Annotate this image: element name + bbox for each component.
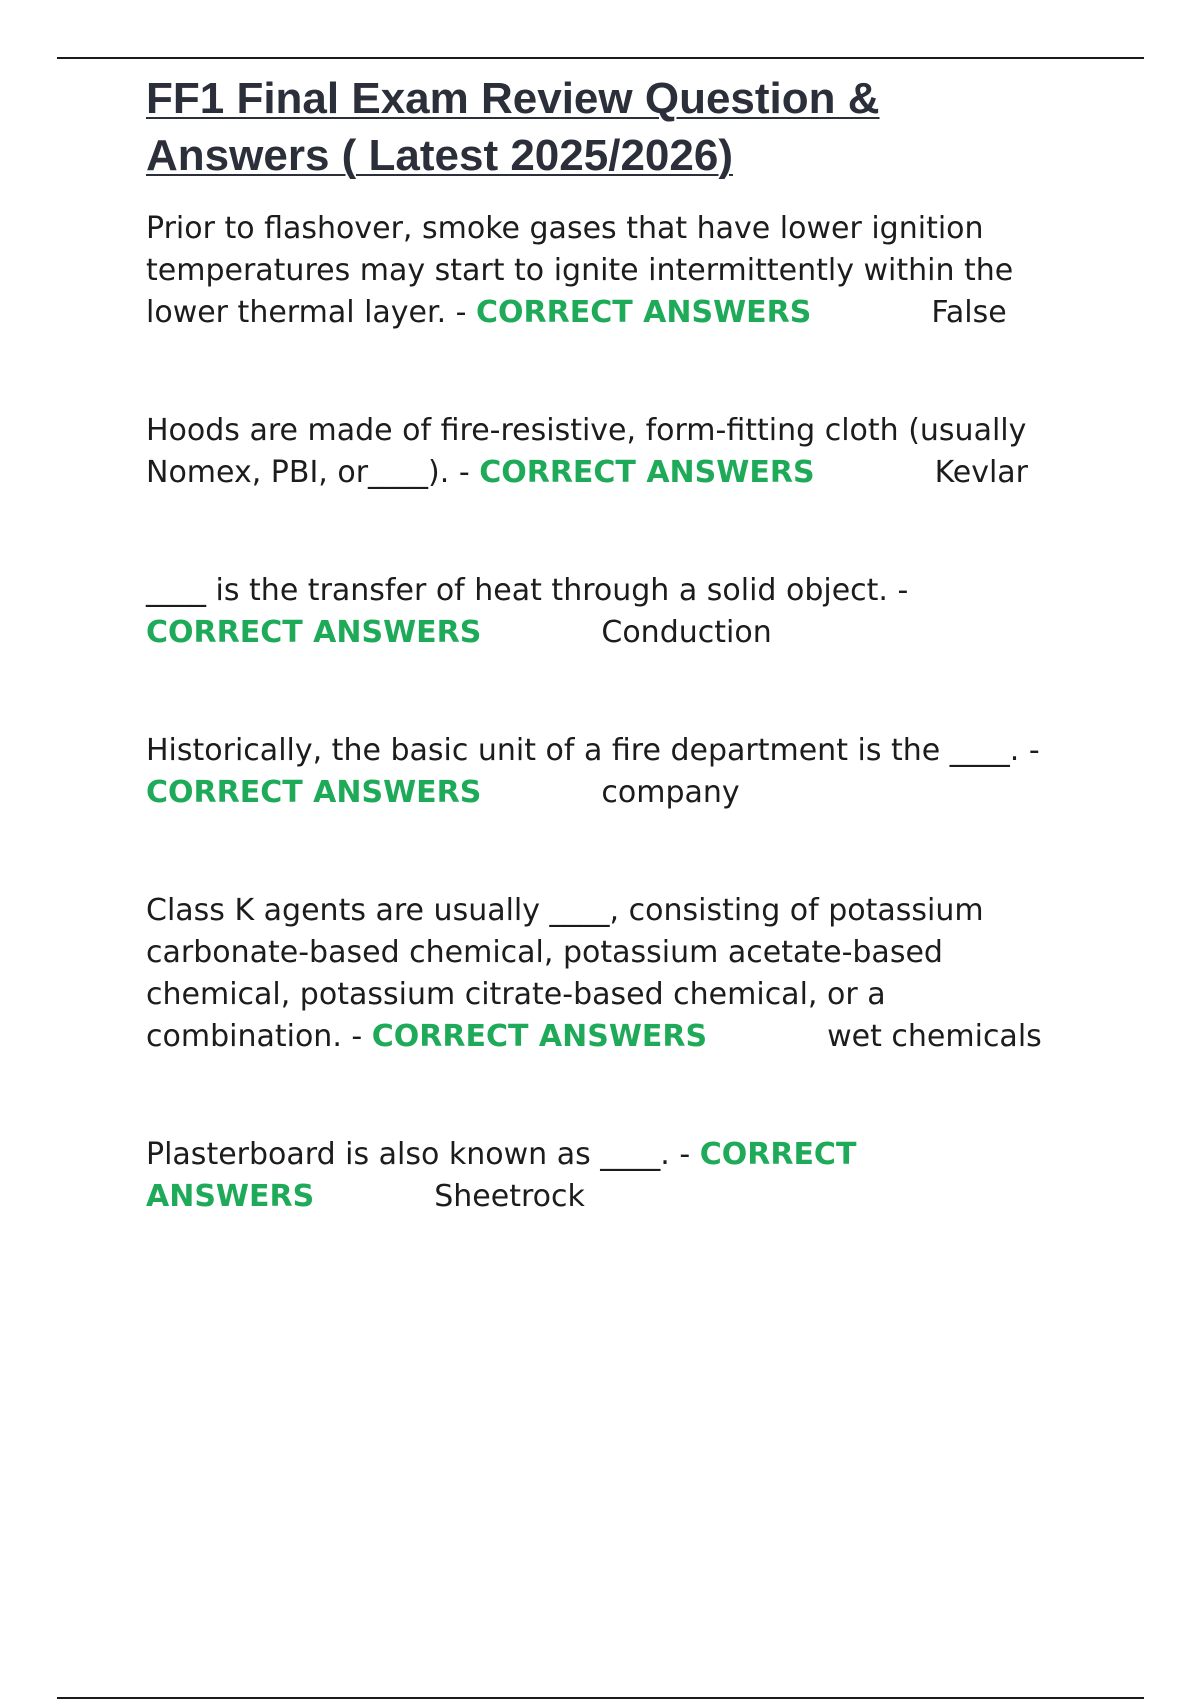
qa-item [146, 208, 1096, 334]
question-text: Hoods are made of fire-resistive, form-fitting cloth (usually Nomex, PBI, or____). - [146, 413, 1027, 490]
question-text: ____ is the transfer of heat through a solid object. - [146, 573, 909, 608]
question-text: Plasterboard is also known as ____. - [146, 1137, 700, 1172]
qa-item [146, 730, 1096, 814]
answer-text: company [601, 775, 740, 810]
correct-answers-label: CORRECT ANSWERS [371, 1019, 708, 1054]
answer-text: Conduction [601, 615, 772, 650]
qa-item [146, 1134, 936, 1218]
question-text: Historically, the basic unit of a fire department is the ____. - [146, 733, 1040, 768]
answer-text: Kevlar [934, 455, 1029, 490]
answer-text: False [931, 295, 1007, 330]
document-body [146, 70, 1106, 1218]
qa-item [146, 570, 1006, 654]
question-text: Prior to flashover, smoke gases that have lower ignition temperatures may start to ignite intermittently within the lower thermal layer. - [146, 211, 1014, 330]
correct-answers-label: CORRECT ANSWERS [146, 615, 482, 650]
bottom-rule [57, 1697, 1144, 1699]
qa-item [146, 410, 1046, 494]
question-text: Class K agents are usually ____, consisting of potassium carbonate-based chemical, potassium acetate-based chemical, potassium citrate-based chemical, or a combination. - [146, 893, 984, 1054]
answer-text: Sheetrock [434, 1179, 585, 1214]
answer-text: wet chemicals [827, 1019, 1042, 1054]
correct-answers-label: CORRECT ANSWERS [146, 775, 482, 810]
qa-item [146, 890, 1066, 1058]
correct-answers-label: CORRECT ANSWERS [476, 295, 812, 330]
correct-answers-label: CORRECT ANSWERS [146, 1137, 857, 1214]
page-title: FF1 Final Exam Review Question & Answers ( Latest 2025/2026) [146, 74, 880, 180]
top-rule [57, 57, 1144, 59]
correct-answers-label: CORRECT ANSWERS [479, 455, 815, 490]
